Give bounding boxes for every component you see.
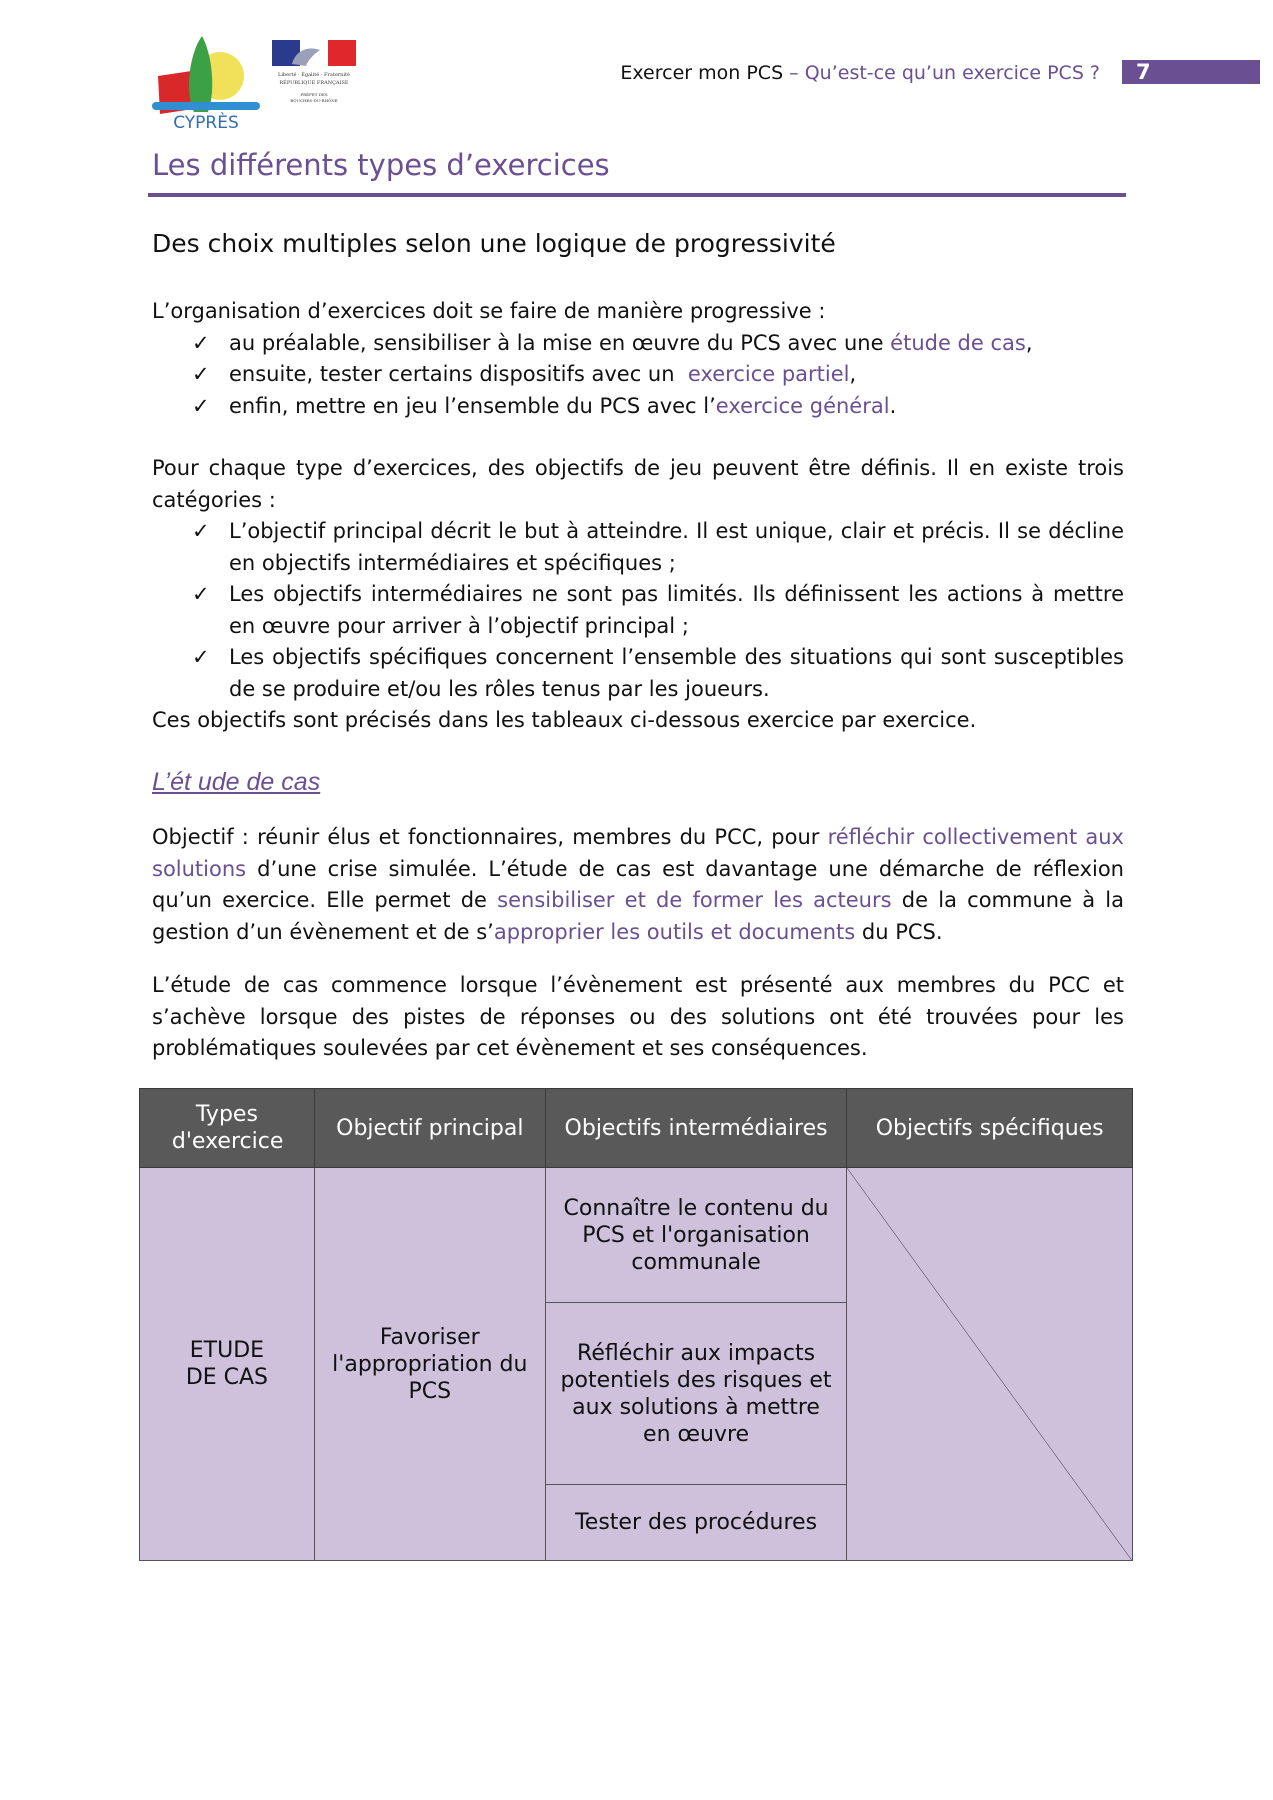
p1-text: de la commune à la gestion d’un évènement et de s’: [152, 888, 1125, 944]
item-text: au préalable, sensibiliser à la mise en œuvre du PCS avec une: [229, 330, 891, 355]
objectives-table: [139, 1088, 1133, 1561]
government-logo: [272, 38, 356, 110]
link-sensibiliser[interactable]: sensibiliser et de former les acteurs: [497, 888, 892, 912]
progression-intro: L’organisation d’exercices doit se faire de manière progressive :: [152, 299, 826, 323]
checkmark-icon: ✓: [192, 519, 210, 543]
cell-intermediate: Tester des procédures: [545, 1485, 847, 1561]
title-underline: [148, 193, 1126, 197]
section-title: Qu’est-ce qu’un exercice PCS ?: [804, 62, 1100, 84]
checkmark-icon: ✓: [192, 393, 210, 418]
header-label: Types d'exercice: [171, 1102, 284, 1154]
item-punct: .: [889, 393, 897, 418]
table-row: [140, 1168, 1133, 1303]
link-exercice-partiel[interactable]: exercice partiel: [687, 362, 850, 386]
svg-text:BOUCHES-DU-RHÔNE: BOUCHES-DU-RHÔNE: [290, 98, 338, 103]
etude-de-cas-paragraph: [152, 822, 1124, 948]
item-text: Les objectifs intermédiaires ne sont pas limités. Ils définissent les actions à mettre en œuvre pour arriver à l’objectif principal ;: [229, 582, 1124, 638]
section-subtitle: Des choix multiples selon une logique de progressivité: [152, 229, 836, 258]
p1-text: d’une crise simulée. L’étude de cas est davantage une démarche de réflexion qu’un exercice. Elle permet de: [152, 856, 1124, 912]
checkmark-icon: ✓: [192, 362, 210, 386]
p2-text: L’étude de cas commence lorsque l’évènement est présenté aux membres du PCC et s’achève lorsque des pistes de réponses ou des solutions ont été trouvées pour les problématiques soulevées par cet évènement et ses conséquences.: [152, 973, 1124, 1060]
checkmark-icon: ✓: [192, 645, 210, 669]
cell-intermediate: Connaître le contenu du PCS et l'organisation communale: [545, 1168, 847, 1303]
svg-text:RÉPUBLIQUE FRANÇAISE: RÉPUBLIQUE FRANÇAISE: [279, 80, 349, 86]
page-number: 7: [1122, 60, 1260, 84]
link-etude-de-cas[interactable]: étude de cas: [890, 330, 1026, 355]
type-label: ETUDE DE CAS: [185, 1338, 269, 1390]
link-exercice-general[interactable]: exercice général: [715, 393, 890, 418]
doc-title: Exercer mon PCS: [620, 62, 784, 84]
diagonal-line: [847, 1168, 1132, 1560]
svg-text:CYPRÈS: CYPRÈS: [173, 113, 239, 132]
cell-type: [140, 1168, 315, 1561]
list-item: [152, 359, 1124, 391]
cypres-logo: [150, 32, 262, 132]
page-header: [560, 58, 1260, 90]
table-header-row: [140, 1089, 1133, 1168]
item-punct: ,: [1025, 330, 1033, 355]
p1-text: du PCS.: [855, 919, 943, 944]
running-title: [620, 62, 1100, 84]
link-reflechir[interactable]: réfléchir collectivement aux solutions: [152, 825, 1124, 881]
objectives-intro: Pour chaque type d’exercices, des objectifs de jeu peuvent être définis. Il en existe trois catégories :: [152, 456, 1124, 512]
item-punct: ,: [849, 362, 857, 386]
cell-specific-empty: [847, 1168, 1133, 1561]
list-item: [152, 579, 1124, 642]
list-item: [152, 328, 1124, 360]
header-types: [140, 1089, 315, 1168]
list-item: [152, 642, 1124, 705]
item-text: L’objectif principal décrit le but à atteindre. Il est unique, clair et précis. Il se décline en objectifs intermédiaires et spécifiques ;: [229, 519, 1124, 575]
progression-list: [152, 328, 1124, 423]
objectives-outro: Ces objectifs sont précisés dans les tableaux ci-dessous exercice par exercice.: [152, 708, 977, 732]
objectives-section: [152, 453, 1124, 737]
cell-main-objective: Favoriser l'appropriation du PCS: [314, 1168, 545, 1561]
header-main-objective: Objectif principal: [314, 1089, 545, 1168]
etude-de-cas-heading: L’ét ude de cas: [152, 768, 321, 796]
etude-de-cas-description: [152, 970, 1124, 1065]
cell-intermediate: Réfléchir aux impacts potentiels des risques et aux solutions à mettre en œuvre: [545, 1303, 847, 1485]
svg-text:PRÉFET DES: PRÉFET DES: [300, 92, 328, 97]
link-approprier[interactable]: approprier les outils et documents: [493, 919, 856, 944]
page-title: Les différents types d’exercices: [152, 148, 610, 182]
item-text: ensuite, tester certains dispositifs avec un: [229, 362, 688, 386]
objectives-list: [152, 516, 1124, 705]
p1-text: Objectif : réunir élus et fonctionnaires, membres du PCC, pour: [152, 825, 828, 849]
header-separator: –: [783, 62, 805, 84]
progression-section: [152, 296, 1124, 422]
list-item: [152, 516, 1124, 579]
checkmark-icon: ✓: [192, 582, 210, 606]
item-text: Les objectifs spécifiques concernent l’ensemble des situations qui sont susceptibles de se produire et/ou les rôles tenus par les joueurs.: [229, 645, 1124, 701]
item-text: enfin, mettre en jeu l’ensemble du PCS avec l’: [229, 393, 716, 418]
header-specific: Objectifs spécifiques: [847, 1089, 1133, 1168]
list-item: [152, 391, 1124, 423]
checkmark-icon: ✓: [192, 330, 210, 355]
svg-text:Liberté · Égalité · Fraternité: Liberté · Égalité · Fraternité: [278, 72, 350, 78]
header-intermediate: Objectifs intermédiaires: [545, 1089, 847, 1168]
